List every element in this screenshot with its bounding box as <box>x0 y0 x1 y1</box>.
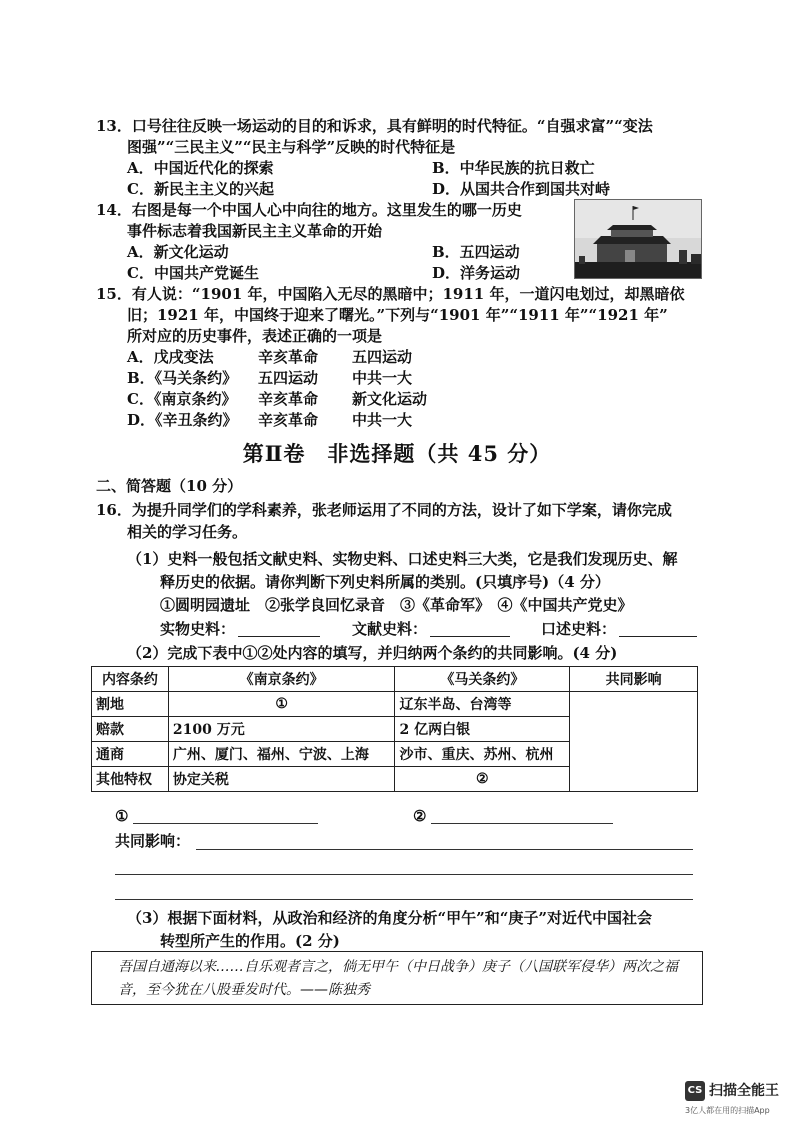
q15-option-d-event2: 辛亥革命 <box>258 411 319 429</box>
q15-stem-line3: 所对应的历史事件，表述正确的一项是 <box>127 327 383 345</box>
nanjing-trade-ports: 广州、厦门、福州、宁波、上海 <box>168 742 395 767</box>
answer-2-label: ② <box>413 807 427 825</box>
oral-source-blank[interactable] <box>619 619 697 637</box>
table-row <box>92 692 698 717</box>
answer-1-line[interactable] <box>133 823 318 824</box>
q13-option-c: C．新民主主义的兴起 <box>127 180 274 198</box>
maguan-cession: 辽东半岛、台湾等 <box>395 692 570 717</box>
common-impact-line-3[interactable] <box>115 899 693 900</box>
common-impact-line-2[interactable] <box>115 874 693 875</box>
q15-option-a-event3: 五四运动 <box>352 348 413 366</box>
q14-stem-line2: 事件标志着我国新民主主义革命的开始 <box>127 222 383 240</box>
watermark-app-name: 扫描全能王 <box>709 1083 779 1099</box>
q13-option-a: A．中国近代化的探索 <box>127 159 274 177</box>
tiananmen-photo <box>574 199 702 279</box>
q14-option-d: D．洋务运动 <box>432 264 521 282</box>
header-maguan-treaty: 《马关条约》 <box>395 667 570 692</box>
row-label-indemnity: 赔款 <box>92 717 169 742</box>
q15-option-c-event2: 辛亥革命 <box>258 390 319 408</box>
q14-option-c: C．中国共产党诞生 <box>127 264 259 282</box>
row-label-trade: 通商 <box>92 742 169 767</box>
common-impact-line-1[interactable] <box>196 849 693 850</box>
q15-stem-line2: 旧；1921 年，中国终于迎来了曙光。”下列与“1901 年”“1911 年”“1921 年” <box>127 306 668 324</box>
q15-stem-line1: 15．有人说：“1901 年，中国陷入无尽的黑暗中；1911 年，一道闪电划过，却黑暗依 <box>96 285 685 303</box>
q15-option-b-event2: 五四运动 <box>258 369 319 387</box>
q14-stem-line1: 14．右图是每一个中国人心中向往的地方。这里发生的哪一历史 <box>96 201 522 219</box>
q14-option-b: B．五四运动 <box>432 243 520 261</box>
answer-2-line[interactable] <box>431 823 613 824</box>
camscanner-logo-icon: CS <box>685 1081 705 1101</box>
oral-source-label: 口述史料： <box>541 620 617 638</box>
q15-option-c-label: C．《南京条约》 <box>127 390 237 408</box>
q13-option-b: B．中华民族的抗日救亡 <box>432 159 595 177</box>
row-label-other-privileges: 其他特权 <box>92 767 169 792</box>
q15-option-b-label: B．《马关条约》 <box>127 369 238 387</box>
q16-source-list: ①圆明园遗址 ②张学良回忆录音 ③《革命军》 ④《中国共产党史》 <box>160 596 633 614</box>
header-content-treaty: 内容条约 <box>92 667 169 692</box>
maguan-trade-ports: 沙市、重庆、苏州、杭州 <box>395 742 570 767</box>
section-2-title: 第Ⅱ卷 非选择题（共 45 分） <box>242 441 552 466</box>
treaty-comparison-table <box>91 666 698 792</box>
header-common-impact: 共同影响 <box>570 667 698 692</box>
nanjing-cession-answer-1[interactable]: ① <box>168 692 395 717</box>
q15-option-b-event3: 中共一大 <box>352 369 413 387</box>
q16-sub3-line1: （3）根据下面材料，从政治和经济的角度分析“甲午”和“庚子”对近代中国社会 <box>127 909 652 927</box>
source-quote-box: 吾国自通海以来……自乐观者言之，倘无甲午（中日战争）庚子（八国联军侵华）两次之福音，至今犹在八股垂发时代。——陈独秀 <box>91 951 703 1005</box>
nanjing-other-privileges: 协定关税 <box>168 767 395 792</box>
part2-heading: 二、简答题（10 分） <box>96 477 243 495</box>
physical-source-label: 实物史料： <box>160 620 236 638</box>
maguan-indemnity: 2 亿两白银 <box>395 717 570 742</box>
watermark-tagline: 3亿人都在用的扫描App <box>685 1106 770 1115</box>
document-source-label: 文献史料： <box>352 620 428 638</box>
q15-option-d-label: D．《辛丑条约》 <box>127 411 238 429</box>
q16-sub1-line2: 释历史的依据。请你判断下列史料所属的类别。(只填序号)（4 分） <box>160 573 610 591</box>
q13-stem-line2: 图强”“三民主义”“民主与科学”反映的时代特征是 <box>127 138 456 156</box>
q16-sub3-line2: 转型所产生的作用。(2 分) <box>160 932 340 950</box>
q13-stem-line1: 13．口号往往反映一场运动的目的和诉求，具有鲜明的时代特征。“自强求富”“变法 <box>96 117 653 135</box>
table-header-row <box>92 667 698 692</box>
row-label-cession: 割地 <box>92 692 169 717</box>
common-impact-cell[interactable] <box>570 692 698 792</box>
q13-option-d: D．从国共合作到国共对峙 <box>432 180 611 198</box>
nanjing-indemnity: 2100 万元 <box>168 717 395 742</box>
q15-option-d-event3: 中共一大 <box>352 411 413 429</box>
q15-option-c-event3: 新文化运动 <box>352 390 428 408</box>
q16-sub2: （2）完成下表中①②处内容的填写，并归纳两个条约的共同影响。(4 分) <box>127 644 618 662</box>
common-impact-label: 共同影响： <box>115 832 191 850</box>
physical-source-blank[interactable] <box>238 619 320 637</box>
q15-option-a-label: A．戊戌变法 <box>127 348 214 366</box>
document-source-blank[interactable] <box>430 619 510 637</box>
q14-option-a: A．新文化运动 <box>127 243 229 261</box>
maguan-other-answer-2[interactable]: ② <box>395 767 570 792</box>
answer-1-label: ① <box>115 807 129 825</box>
q16-sub1-line1: （1）史料一般包括文献史料、实物史料、口述史料三大类，它是我们发现历史、解 <box>127 550 678 568</box>
q16-stem-line2: 相关的学习任务。 <box>127 523 248 541</box>
header-nanjing-treaty: 《南京条约》 <box>168 667 395 692</box>
scanner-watermark <box>685 1081 781 1117</box>
q15-option-a-event2: 辛亥革命 <box>258 348 319 366</box>
q16-stem-line1: 16．为提升同学们的学科素养，张老师运用了不同的方法，设计了如下学案，请你完成 <box>96 501 672 519</box>
